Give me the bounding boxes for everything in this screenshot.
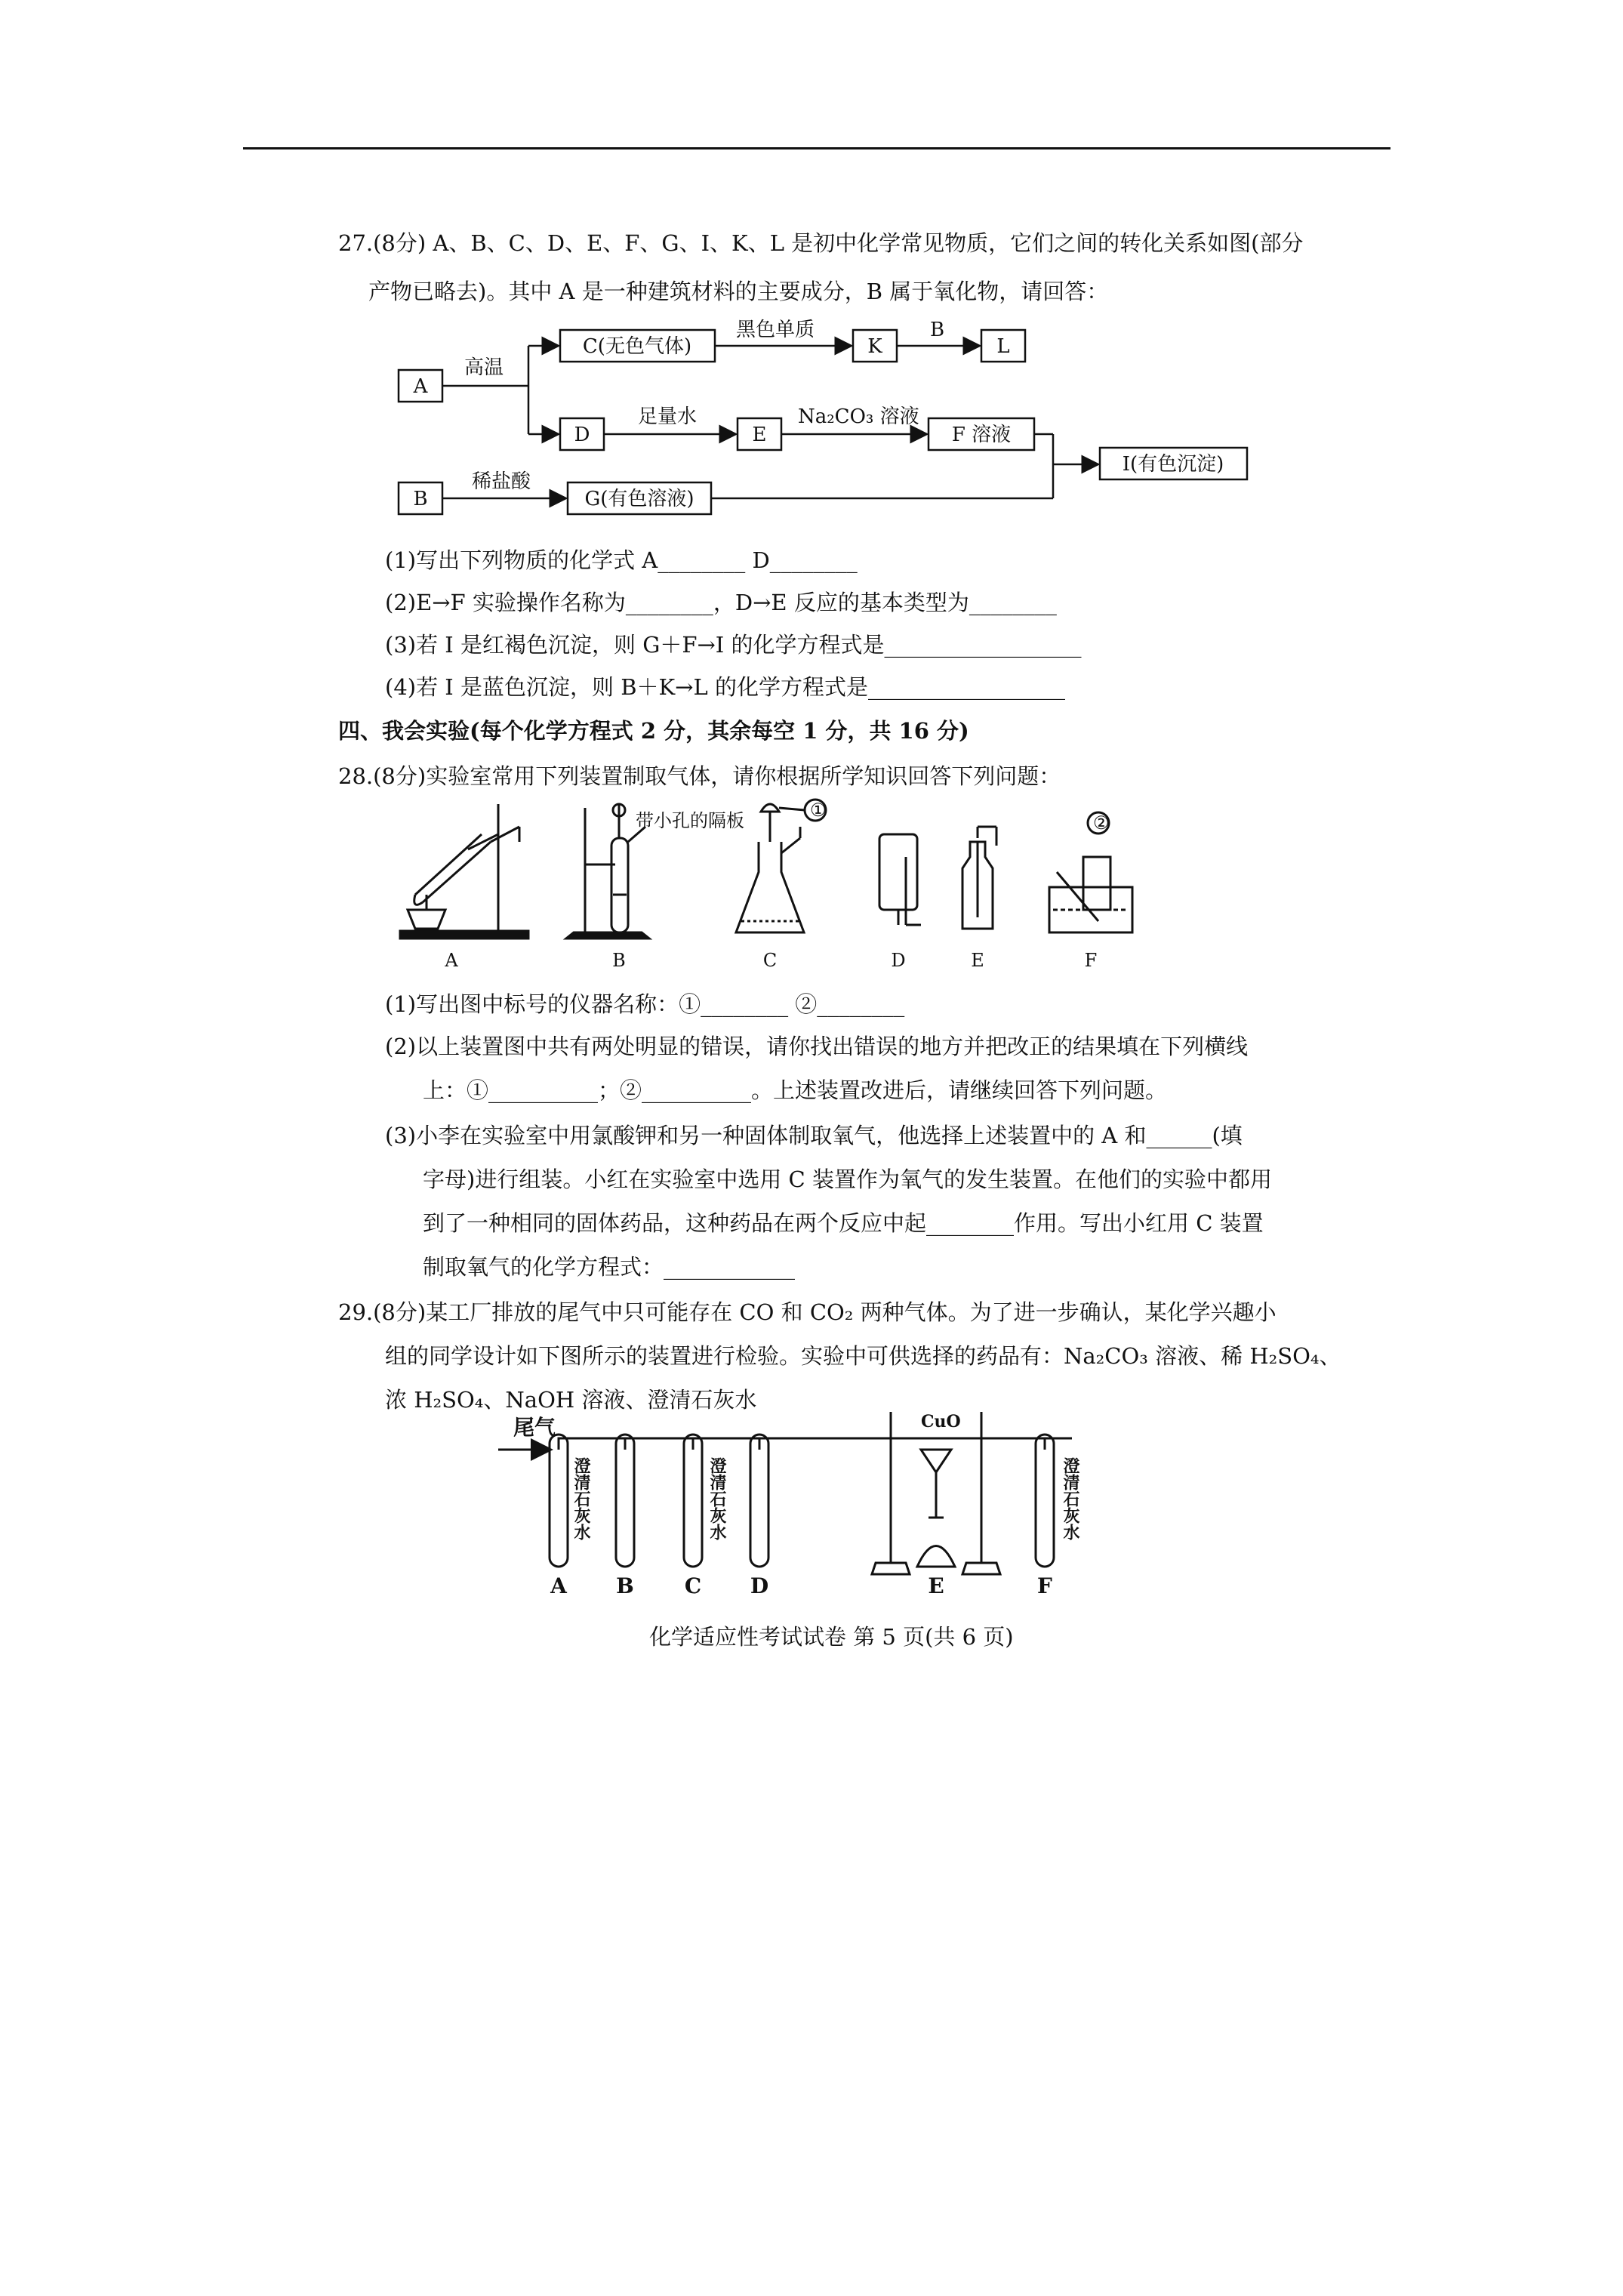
q27-sub3: (3)若 I 是红褐色沉淀，则 G＋F→I 的化学方程式是__________________	[385, 632, 1082, 658]
q29-line1: 29.(8分)某工厂排放的尾气中只可能存在 CO 和 CO₂ 两种气体。为了进一步确认，某化学兴趣小	[338, 1299, 1277, 1325]
q28-sub2-line1: (2)以上装置图中共有两处明显的错误，请你找出错误的地方并把改正的结果填在下列横线	[385, 1034, 1249, 1059]
tube-F	[1036, 1435, 1054, 1567]
cuo-label: CuO	[921, 1412, 961, 1432]
q27-flowchart	[393, 310, 1298, 529]
q27-sub1: (1)写出下列物质的化学式 A________ D________	[385, 547, 858, 573]
gas-label: 尾气	[513, 1415, 556, 1440]
tube-D	[750, 1435, 768, 1567]
label-D: D	[891, 950, 906, 971]
label-E: E	[971, 950, 984, 971]
q29-line2: 组的同学设计如下图所示的装置进行检验。实验中可供选择的药品有：Na₂CO₃ 溶液、稀 H₂SO₄、	[385, 1343, 1341, 1369]
apparatus-E-heating	[853, 1412, 1027, 1574]
q28-sub3-line1: (3)小李在实验室中用氯酸钾和另一种固体制取氧气，他选择上述装置中的 A 和______(填	[385, 1123, 1243, 1148]
flow-B-arrow-label: B	[930, 319, 945, 341]
q28-sub1: (1)写出图中标号的仪器名称：①________ ②________	[385, 991, 905, 1017]
label-F: F	[1084, 950, 1098, 971]
mark-2: ②	[1093, 812, 1110, 834]
apparatus-A	[400, 804, 528, 938]
q27-sub2: (2)E→F 实验操作名称为________，D→E 反应的基本类型为________	[385, 590, 1057, 615]
flow-C-text: C(无色气体)	[582, 335, 692, 358]
apparatus-D	[879, 834, 921, 925]
q28-sub3-line2: 字母)进行组装。小红在实验室中选用 C 装置作为氧气的发生装置。在他们的实验中都用	[423, 1166, 1272, 1192]
flow-Bbox-text: B	[413, 488, 428, 510]
mark-1: ①	[810, 800, 827, 821]
apparatus-F	[1049, 812, 1132, 932]
flow-E-text: E	[752, 424, 767, 446]
flow-L-text: L	[996, 335, 1010, 358]
q27-sub4: (4)若 I 是蓝色沉淀，则 B＋K→L 的化学方程式是__________________	[385, 674, 1065, 700]
apparatus-E	[962, 827, 996, 929]
q29-line3: 浓 H₂SO₄、NaOH 溶液、澄清石灰水	[385, 1387, 757, 1413]
q28-sub3-line4: 制取氧气的化学方程式：____________	[423, 1254, 796, 1280]
flow-heise: 黑色单质	[736, 319, 815, 341]
tube-C	[684, 1435, 702, 1567]
label-A: A	[445, 950, 458, 971]
q29-label-F: F	[1037, 1573, 1052, 1598]
flow-na2co3: Na₂CO₃ 溶液	[798, 405, 919, 428]
q29-label-E: E	[928, 1573, 944, 1598]
tube-text-3: 澄清石灰水	[1061, 1457, 1080, 1540]
q29-label-B: B	[616, 1573, 634, 1598]
flow-water: 足量水	[638, 405, 698, 428]
q29-label-A: A	[550, 1573, 567, 1598]
flow-K-text: K	[867, 335, 882, 358]
tube-B	[616, 1435, 634, 1567]
q28-sub2-line2: 上：①__________；②__________。上述装置改进后，请继续回答下列问题。	[423, 1077, 1168, 1103]
flow-gaowen: 高温	[464, 356, 504, 379]
tube-A	[550, 1435, 568, 1567]
flow-G-text: G(有色溶液)	[584, 488, 694, 510]
q29-label-D: D	[750, 1573, 769, 1598]
label-B: B	[612, 950, 626, 971]
partition-label: 带小孔的隔板	[636, 810, 744, 831]
tube-text-1: 澄清石灰水	[571, 1457, 591, 1540]
flow-F-text: F 溶液	[951, 424, 1012, 446]
flow-I-text: I(有色沉淀)	[1122, 453, 1224, 476]
q28-intro: 28.(8分)实验室常用下列装置制取气体，请你根据所学知识回答下列问题：	[338, 763, 1061, 789]
q29-label-C: C	[684, 1573, 702, 1598]
q27-intro-line1: 27.(8分) A、B、C、D、E、F、G、I、K、L 是初中化学常见物质，它们之间的转化关系如图(部分	[338, 230, 1304, 256]
flow-A-text: A	[413, 375, 428, 398]
q28-apparatus	[393, 797, 1147, 978]
flow-hcl: 稀盐酸	[472, 470, 531, 493]
q28-sub3-line3: 到了一种相同的固体药品，这种药品在两个反应中起________作用。写出小红用 C 装置	[423, 1210, 1264, 1236]
tube-text-2: 澄清石灰水	[707, 1457, 727, 1540]
top-rule	[243, 147, 1390, 149]
q29-apparatus	[498, 1404, 1102, 1601]
q27-intro-line2: 产物已略去)。其中 A 是一种建筑材料的主要成分，B 属于氧化物，请回答：	[368, 279, 1109, 304]
flow-D-text: D	[574, 424, 590, 446]
section4-heading: 四、我会实验(每个化学方程式 2 分，其余每空 1 分，共 16 分)	[338, 718, 969, 744]
label-C: C	[762, 950, 778, 971]
page-footer: 化学适应性考试试卷 第 5 页(共 6 页)	[649, 1624, 1014, 1650]
